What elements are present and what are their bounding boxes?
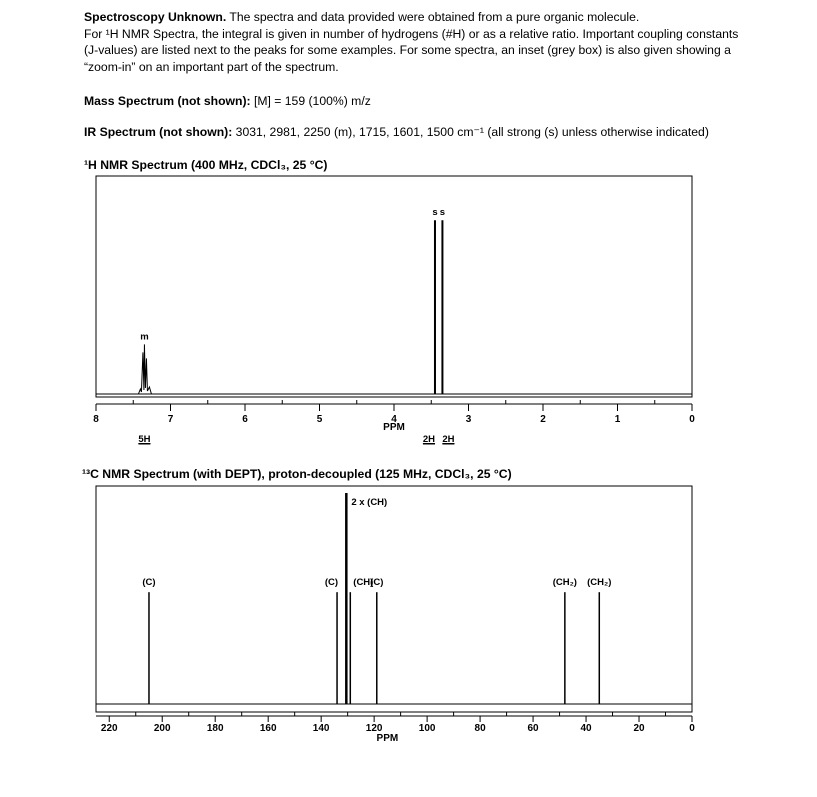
mass-value: [M] = 159 (100%) m/z: [253, 94, 371, 108]
c13-tick-label: 40: [580, 723, 592, 734]
h1-tick-label: 0: [689, 414, 695, 425]
c13-peak-label: (C): [324, 577, 339, 589]
c13-tick-label: 60: [527, 723, 539, 734]
intro-line-4: “zoom-in” on an important part of the spectrum.: [84, 59, 339, 74]
h1-integral-label: 2H: [442, 434, 455, 445]
c13-tick-label: 100: [418, 723, 436, 734]
h1-tick-label: 8: [93, 414, 99, 425]
intro-title: Spectroscopy Unknown.: [84, 10, 227, 24]
c13-peak-label: (CH₂): [587, 577, 612, 589]
h1-peak: [138, 344, 151, 394]
c13-peak-label: (CH₂): [552, 577, 577, 589]
c13-peak-label: (C): [370, 577, 384, 589]
c13-x-axis-label: PPM: [376, 733, 399, 744]
h1-tick-label: 2: [540, 414, 546, 425]
c13-peak-label: (C): [142, 577, 156, 589]
ir-value: 3031, 2981, 2250 (m), 1715, 1601, 1500 cm⁻¹ (all strong (s) unless otherwise indicated): [235, 125, 709, 139]
mass-label: Mass Spectrum (not shown):: [84, 94, 251, 108]
c13-peak-label: 2 x (CH): [351, 497, 388, 508]
h1-tick-label: 1: [614, 414, 621, 425]
c13-tick-label: 20: [633, 723, 645, 734]
h1-tick-label: 3: [465, 414, 472, 425]
h1-plot-frame: [96, 176, 692, 397]
intro-line-2: For ¹H NMR Spectra, the integral is given in number of hydrogens (#H) or as a relative ratio. Important coupling constants: [84, 26, 739, 41]
intro-sentence: The spectra and data provided were obtained from a pure organic molecule.: [226, 10, 640, 24]
h1-nmr-title: ¹H NMR Spectrum (400 MHz, CDCl₃, 25 °C): [84, 158, 328, 172]
h1-integral-label: 5H: [138, 434, 151, 445]
h1-tick-label: 4: [391, 414, 397, 425]
c13-tick-label: 180: [206, 723, 224, 734]
h1-tick-label: 6: [242, 414, 248, 425]
h1-tick-label: 7: [167, 414, 174, 425]
c13-tick-label: 120: [365, 723, 383, 734]
c13-plot-frame: [96, 486, 692, 712]
c13-tick-label: 160: [259, 723, 277, 734]
c13-tick-label: 200: [153, 723, 171, 734]
h1-peak-label: s: [439, 207, 446, 219]
h1-tick-label: 5: [316, 414, 323, 425]
c13-nmr-title: ¹³C NMR Spectrum (with DEPT), proton-decoupled (125 MHz, CDCl₃, 25 °C): [82, 467, 512, 481]
c13-peak-label: (CH): [353, 577, 374, 589]
ir-label: IR Spectrum (not shown):: [84, 125, 233, 139]
c13-tick-label: 80: [474, 723, 486, 734]
h1-x-axis-label: PPM: [383, 422, 405, 433]
c13-tick-label: 140: [312, 723, 330, 734]
h1-integral-label: 2H: [422, 434, 436, 445]
intro-line-3: (J-values) are listed next to the peaks for some examples. For some spectra, an inset (grey box) is also given showing a: [84, 43, 731, 57]
c13-tick-label: 220: [100, 723, 118, 734]
h1-peak-label: s: [432, 207, 438, 219]
h1-peak-label: m: [140, 331, 149, 343]
c13-tick-label: 0: [689, 723, 695, 734]
